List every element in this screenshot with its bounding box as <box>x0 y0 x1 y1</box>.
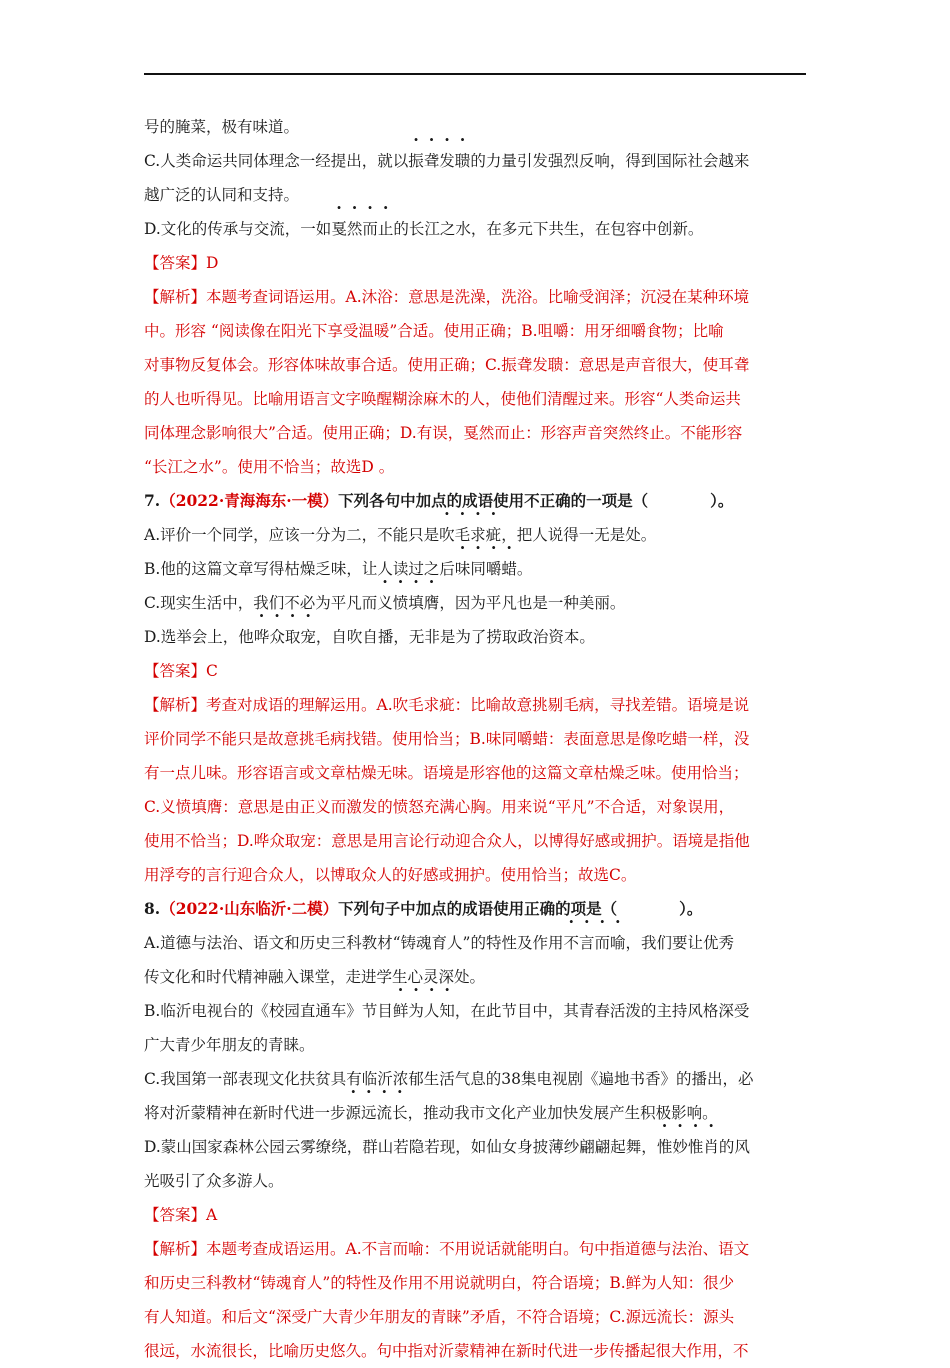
analysis-line: 和历史三科教材“铸魂育人”的特性及作用不用说就明白，符合语境；B.鲜为人知：很少 <box>144 1274 735 1292</box>
answer-line: 【答案】C <box>144 662 218 680</box>
analysis-line: 有一点儿味。形容语言或文章枯燥无味。语境是形容他的这篇文章枯燥乏味。使用恰当； <box>144 764 749 782</box>
question-8-title: 8.（2022·山东临沂·二模）下列句子中加点的成语使用正确的项是（ ）。 <box>144 899 703 918</box>
dotted-idiom: 不言而喻 <box>563 934 626 952</box>
option-c-line: C.现实生活中，我们不必为平凡而义愤填膺，因为平凡也是一种美丽。 <box>144 594 626 612</box>
option-a-line: A.道德与法治、语文和历史三科教材“铸魂育人”的特性及作用不言而喻，我们要让优秀 <box>144 934 735 952</box>
option-d-line: D.文化的传承与交流，一如戛然而止的长江之水，在多元下共生，在包容中创新。 <box>144 220 704 238</box>
option-b-line: B.他的这篇文章写得枯燥乏味，让人读过之后味同嚼蜡。 <box>144 560 533 578</box>
dotted-idiom: 戛然而止 <box>331 220 394 238</box>
analysis-line: 同体理念影响很大”合适。使用正确；D.有误，戛然而止：形容声音突然终止。不能形容 <box>144 424 743 442</box>
dotted-idiom: 味同嚼蜡 <box>454 560 517 578</box>
analysis-line: 很远，水流很长，比喻历史悠久。句中指对沂蒙精神在新时代进一步传播起很大作用，不 <box>144 1342 749 1360</box>
dotted-idiom: 哗众取宠 <box>253 628 316 646</box>
dotted-idiom: 源远流长 <box>345 1104 408 1122</box>
option-b-line: B.临沂电视台的《校园直通车》节目鲜为人知，在此节目中，其青春活泼的主持风格深受 <box>144 1002 750 1020</box>
option-c-line: C.我国第一部表现文化扶贫具有临沂浓郁生活气息的38集电视剧《遍地书香》的播出，必 <box>144 1070 754 1088</box>
dotted-idiom: 义愤填膺 <box>377 594 440 612</box>
text-line: 广大青少年朋友的青睐。 <box>144 1036 315 1054</box>
option-d-line: D.蒙山国家森林公园云雾缭绕，群山若隐若现，如仙女身披薄纱翩翩起舞，惟妙惟肖的风 <box>144 1138 750 1156</box>
option-c-line: C.人类命运共同体理念一经提出，就以振聋发聩的力量引发强烈反响，得到国际社会越来 <box>144 152 750 170</box>
dotted-idiom: 鲜为人知 <box>392 1002 455 1020</box>
text-line: 号的腌菜，极有味道。 <box>144 118 300 136</box>
analysis-line: 用浮夸的言行迎合众人，以博取众人的好感或拥护。使用恰当；故选C。 <box>144 866 637 884</box>
analysis-line: C.义愤填膺：意思是由正义而激发的愤怒充满心胸。用来说“平凡”不合适，对象误用， <box>144 798 735 816</box>
header-rule <box>144 73 806 75</box>
option-a-line: A.评价一个同学，应该一分为二，不能只是吹毛求疵，把人说得一无是处。 <box>144 526 657 544</box>
dotted-idiom: 惟妙惟肖 <box>656 1138 719 1156</box>
text-line: 传文化和时代精神融入课堂，走进学生心灵深处。 <box>144 968 486 986</box>
answer-line: 【答案】D <box>144 254 219 272</box>
analysis-line: 的人也听得见。比喻用语言文字唤醒糊涂麻木的人，使他们清醒过来。形容“人类命运共 <box>144 390 741 408</box>
analysis-line: “长江之水”。使用不恰当；故选D 。 <box>144 458 395 476</box>
text-line: 将对沂蒙精神在新时代进一步源远流长，推动我市文化产业加快发展产生积极影响。 <box>144 1104 718 1122</box>
analysis-line: 【解析】本题考查词语运用。A.沐浴：意思是洗澡，洗浴。比喻受润泽；沉浸在某种环境 <box>144 288 750 306</box>
option-d-line: D.选举会上，他哗众取宠，自吹自播，无非是为了捞取政治资本。 <box>144 628 595 646</box>
analysis-line: 有人知道。和后文“深受广大青少年朋友的青睐”矛盾，不符合语境；C.源远流长：源头 <box>144 1308 735 1326</box>
dotted-idiom: 吹毛求疵 <box>439 526 502 544</box>
text-line: 光吸引了众多游人。 <box>144 1172 284 1190</box>
analysis-line: 评价同学不能只是故意挑毛病找错。使用恰当；B.味同嚼蜡：表面意思是像吃蜡一样，没 <box>144 730 750 748</box>
analysis-line: 中。形容 “阅读像在阳光下享受温暖”合适。使用正确；B.咀嚼：用牙细嚼食物；比喻 <box>144 322 724 340</box>
analysis-line: 【解析】考查对成语的理解运用。A.吹毛求疵：比喻故意挑剔毛病，寻找差错。语境是说 <box>144 696 750 714</box>
analysis-line: 使用不恰当；D.哗众取宠：意思是用言论行动迎合众人，以博得好感或拥护。语境是指他 <box>144 832 750 850</box>
document-body <box>144 110 806 1368</box>
dotted-idiom: 振聋发聩 <box>408 152 471 170</box>
text-line: 越广泛的认同和支持。 <box>144 186 300 204</box>
question-7-title: 7.（2022·青海海东·一模）下列各句中加点的成语使用不正确的一项是（ ）。 <box>144 491 734 510</box>
analysis-line: 对事物反复体会。形容体味故事合适。使用正确；C.振聋发聩：意思是声音很大，使耳聋 <box>144 356 750 374</box>
analysis-line: 【解析】本题考查成语运用。A.不言而喻：不用说话就能明白。句中指道德与法治、语文 <box>144 1240 750 1258</box>
answer-line: 【答案】A <box>144 1206 218 1224</box>
